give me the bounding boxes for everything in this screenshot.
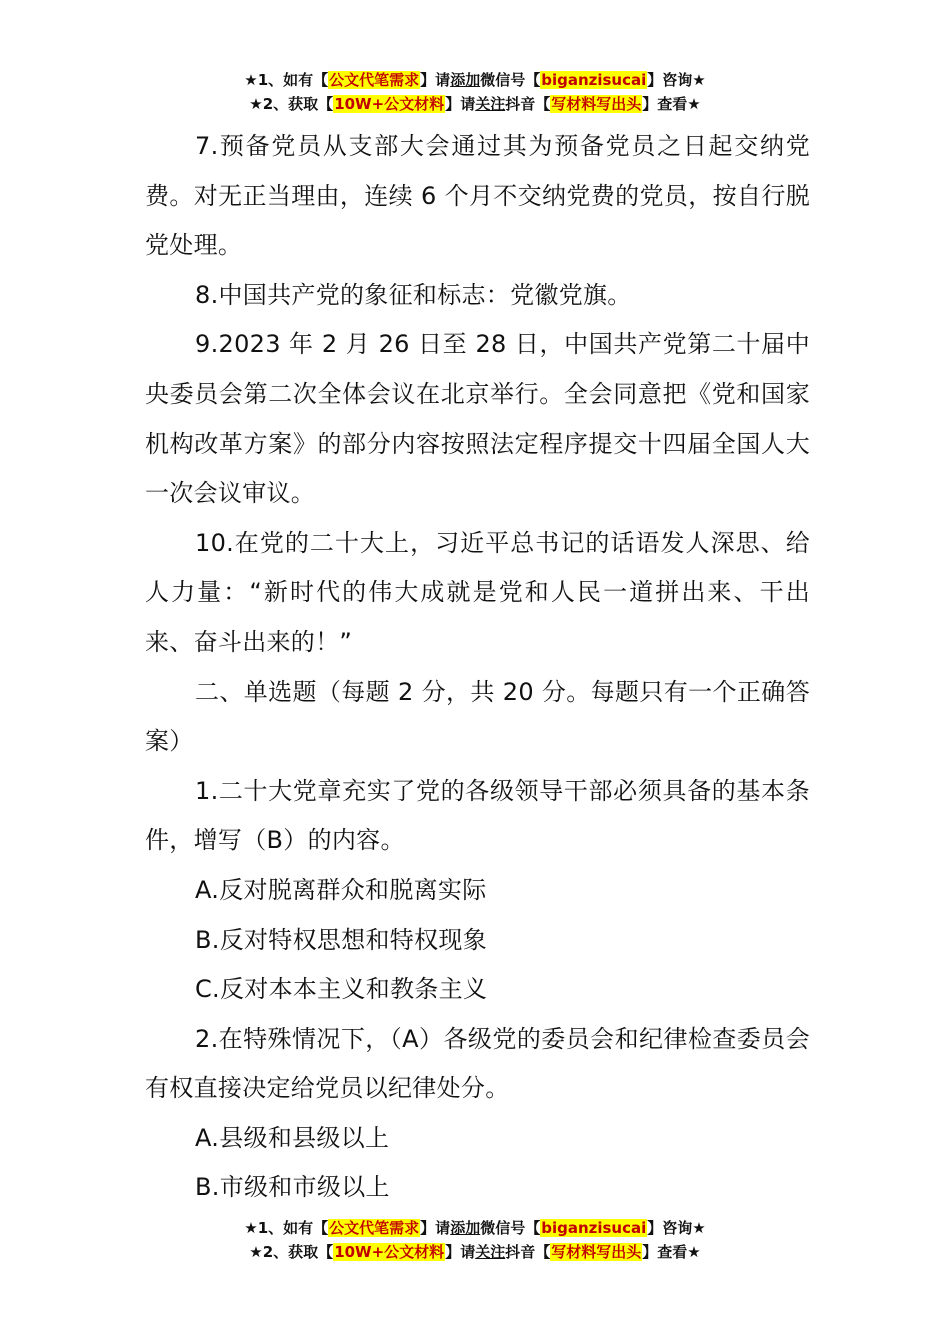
banner-text: 】请: [420, 1219, 451, 1237]
banner-text: 】查看★: [642, 95, 701, 113]
question-1-option-a: A.反对脱离群众和脱离实际: [195, 875, 487, 904]
banner-highlight: 写材料写出头: [551, 95, 642, 113]
banner-text: ★1、如有【: [244, 71, 329, 89]
paragraph-item-10: 10.在党的二十大上，习近平总书记的话语发人深思、给人力量：“新时代的伟大成就是党和人民一道拼出来、干出来、奋斗出来的！”: [145, 528, 810, 656]
banner-underline: 添加: [450, 1219, 481, 1237]
banner-text: 】请: [445, 1243, 476, 1261]
banner-text: 抖音【: [505, 95, 551, 113]
question-2-option-a: A.县级和县级以上: [195, 1123, 390, 1152]
paragraph-item-7: 7.预备党员从支部大会通过其为预备党员之日起交纳党费。对无正当理由，连续 6 个月不交纳党费的党员，按自行脱党处理。: [145, 132, 810, 260]
banner-highlight: biganzisucai: [541, 71, 647, 89]
section-heading-single-choice: 二、单选题（每题 2 分，共 20 分。每题只有一个正确答案）: [145, 677, 810, 756]
banner-text: ★2、获取【: [249, 95, 334, 113]
banner-text: 】咨询★: [647, 1219, 706, 1237]
banner-highlight: 公文代笔需求: [329, 71, 420, 89]
question-2: 2.在特殊情况下，（A）各级党的委员会和纪律检查委员会有权直接决定给党员以纪律处分。: [145, 1024, 810, 1103]
banner-line-1: [0, 68, 950, 92]
banner-text: 】请: [420, 71, 451, 89]
banner-line-2: [0, 1240, 950, 1264]
banner-text: 】查看★: [642, 1243, 701, 1261]
banner-highlight: 公文代笔需求: [329, 1219, 420, 1237]
question-1-option-b: B.反对特权思想和特权现象: [195, 925, 487, 954]
footer-banner: [0, 1216, 950, 1264]
question-2-option-b: B.市级和市级以上: [195, 1173, 390, 1202]
paragraph-item-8: 8.中国共产党的象征和标志：党徽党旗。: [195, 280, 632, 309]
header-banner: [0, 68, 950, 116]
banner-highlight: 10W+公文材料: [334, 1243, 445, 1261]
banner-text: 微信号【: [480, 1219, 541, 1237]
banner-highlight: 10W+公文材料: [334, 95, 445, 113]
document-body: [145, 122, 810, 1213]
banner-text: 】咨询★: [647, 71, 706, 89]
banner-line-2: [0, 92, 950, 116]
banner-text: 微信号【: [480, 71, 541, 89]
question-1-option-c: C.反对本本主义和教条主义: [195, 975, 488, 1004]
banner-text: ★2、获取【: [249, 1243, 334, 1261]
banner-highlight: biganzisucai: [541, 1219, 647, 1237]
banner-line-1: [0, 1216, 950, 1240]
banner-underline: 关注: [475, 1243, 506, 1261]
question-1: 1.二十大党章充实了党的各级领导干部必须具备的基本条件，增写（B）的内容。: [145, 776, 810, 855]
banner-underline: 添加: [450, 71, 481, 89]
banner-text: ★1、如有【: [244, 1219, 329, 1237]
banner-text: 】请: [445, 95, 476, 113]
paragraph-item-9: 9.2023 年 2 月 26 日至 28 日，中国共产党第二十届中央委员会第二次全体会议在北京举行。全会同意把《党和国家机构改革方案》的部分内容按照法定程序提交十四届全国人大一次会议审议。: [145, 330, 810, 508]
banner-text: 抖音【: [505, 1243, 551, 1261]
banner-highlight: 写材料写出头: [551, 1243, 642, 1261]
banner-underline: 关注: [475, 95, 506, 113]
